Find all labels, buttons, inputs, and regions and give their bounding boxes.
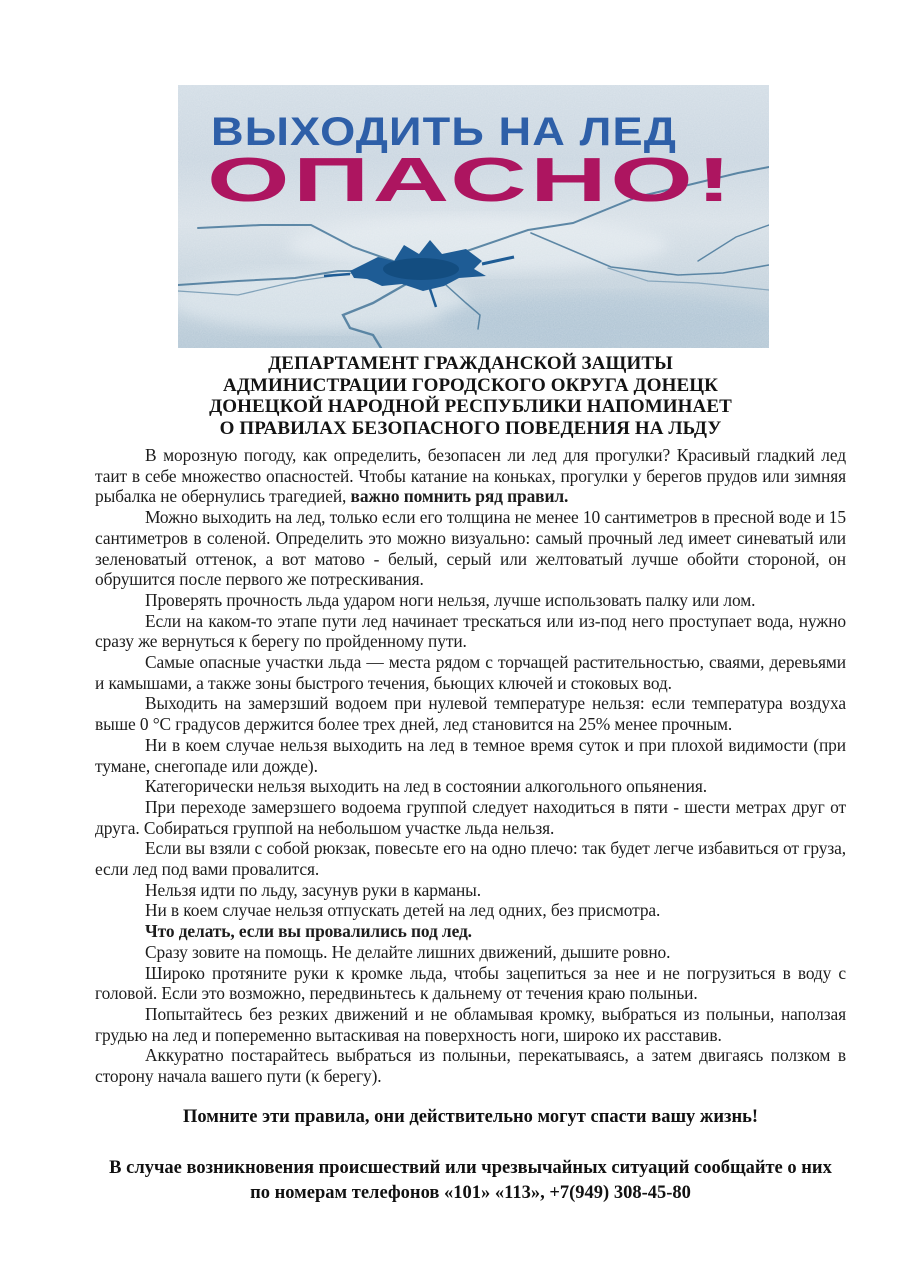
ice-danger-poster-image [178, 85, 769, 348]
footer-line-2-phone-numbers: по номерам телефонов «101» «113», +7(949) 308-45-80 [250, 1182, 691, 1203]
body-paragraph [95, 445, 846, 507]
header-line-4: О ПРАВИЛАХ БЕЗОПАСНОГО ПОВЕДЕНИЯ НА ЛЬДУ [219, 417, 722, 439]
header-line-1: ДЕПАРТАМЕНТ ГРАЖДАНСКОЙ ЗАЩИТЫ [268, 353, 673, 374]
body-paragraph [95, 838, 846, 879]
paragraph-text: Выходить на замерзший водоем при нулевой температуре нельзя: если температура воздуха выше 0 °С градусов держится более трех дней, лед становится на 25% менее прочным. [95, 693, 846, 735]
paragraph-bold-text: Что делать, если вы провалились под лед. [145, 921, 472, 942]
body-paragraph [95, 611, 846, 652]
paragraph-text: При переходе замерзшего водоема группой следует находиться в пяти - шести метрах друг от друга. Собираться группой на небольшом участке льда нельзя. [95, 796, 846, 838]
footer-line-1: В случае возникновения происшествий или чрезвычайных ситуаций сообщайте о них [109, 1157, 832, 1178]
body-paragraph [95, 776, 846, 797]
poster-title-line1: ВЫХОДИТЬ НА ЛЕД [211, 110, 677, 154]
paragraph-text: Самые опасные участки льда — места рядом с торчащей растительностью, сваями, деревьями и камышами, а также зоны быстрого течения, бьющих ключей и стоковых вод. [95, 652, 846, 693]
paragraph-text: Широко протяните руки к кромке льда, чтобы зацепиться за нее и не погрузиться в воду с головой. Если это возможно, передвиньтесь к дальнему от течения краю полыньи. [95, 962, 846, 1004]
header-line-2: АДМИНИСТРАЦИИ ГОРОДСКОГО ОКРУГА ДОНЕЦК [223, 374, 718, 396]
paragraph-text: Попытайтесь без резких движений и не обламывая кромку, выбраться из полыньи, наползая грудью на лед и попеременно вытаскивая на поверхность ноги, широко их расставив. [95, 1003, 846, 1045]
body-paragraph [95, 880, 846, 901]
paragraph-text: Сразу зовите на помощь. Не делайте лишних движений, дышите ровно. [145, 941, 671, 962]
poster-title-line2: ОПАСНО! [207, 146, 735, 215]
paragraph-text: Если вы взяли с собой рюкзак, повесьте его на одно плечо: так будет легче избавиться от груза, если лед под вами провалится. [95, 838, 846, 880]
body-paragraph [95, 1045, 846, 1086]
paragraph-text: В морозную погоду, как определить, безопасен ли лед для прогулки? Красивый гладкий лед таит в себе множество опасностей. Чтобы катание на коньках, прогулки у берегов прудов или зимняя рыбалка не обернулись трагедией, [95, 445, 846, 507]
document-content [95, 353, 846, 1206]
paragraph-text: Проверять прочность льда ударом ноги нельзя, лучше использовать палку или лом. [145, 589, 756, 610]
paragraph-text: Нельзя идти по льду, засунув руки в карманы. [145, 879, 482, 900]
body-paragraph [95, 735, 846, 776]
body-paragraph [95, 652, 846, 693]
paragraph-text: Категорически нельзя выходить на лед в состоянии алкогольного опьянения. [145, 776, 707, 797]
paragraph-text: Если на каком-то этапе пути лед начинает трескаться или из-под него проступает вода, нужно сразу же вернуться к берегу по пройденному пути. [95, 610, 846, 652]
paragraph-text: Ни в коем случае нельзя отпускать детей на лед одних, без присмотра. [145, 900, 661, 921]
body-paragraph [95, 1004, 846, 1045]
body-paragraph [95, 693, 846, 734]
paragraph-text: Можно выходить на лед, только если его толщина не менее 10 сантиметров в пресной воде и 15 сантиметров в соленой. Определить это можно визуально: самый прочный лед имеет синеватый или зеленоватый оттенок, а вот матово - белый, серый или желтоватый лучше обойти стороной, он обрушится после первого же потрескивания. [95, 507, 846, 590]
header-line-3: ДОНЕЦКОЙ НАРОДНОЙ РЕСПУБЛИКИ НАПОМИНАЕТ [209, 396, 732, 417]
body-paragraph-what-to-do-heading [95, 921, 846, 942]
paragraph-bold-text: важно помнить ряд правил. [350, 486, 569, 507]
cracked-ice-illustration [178, 85, 769, 348]
body-paragraph [95, 963, 846, 1004]
body-paragraph [95, 507, 846, 590]
body-paragraph [95, 590, 846, 611]
paragraph-text: Ни в коем случае нельзя выходить на лед в темное время суток и при плохой видимости (при тумане, снегопаде или дожде). [95, 734, 846, 776]
department-header [95, 353, 846, 439]
body-paragraph [95, 942, 846, 963]
body-paragraph [95, 900, 846, 921]
body-text [95, 445, 846, 1087]
emergency-contact-footer [95, 1156, 846, 1206]
closing-reminder: Помните эти правила, они действительно могут спасти вашу жизнь! [182, 1106, 759, 1127]
paragraph-text: Аккуратно постарайтесь выбраться из полыньи, перекатываясь, а затем двигаясь ползком в сторону начала вашего пути (к берегу). [95, 1045, 846, 1087]
body-paragraph [95, 797, 846, 838]
